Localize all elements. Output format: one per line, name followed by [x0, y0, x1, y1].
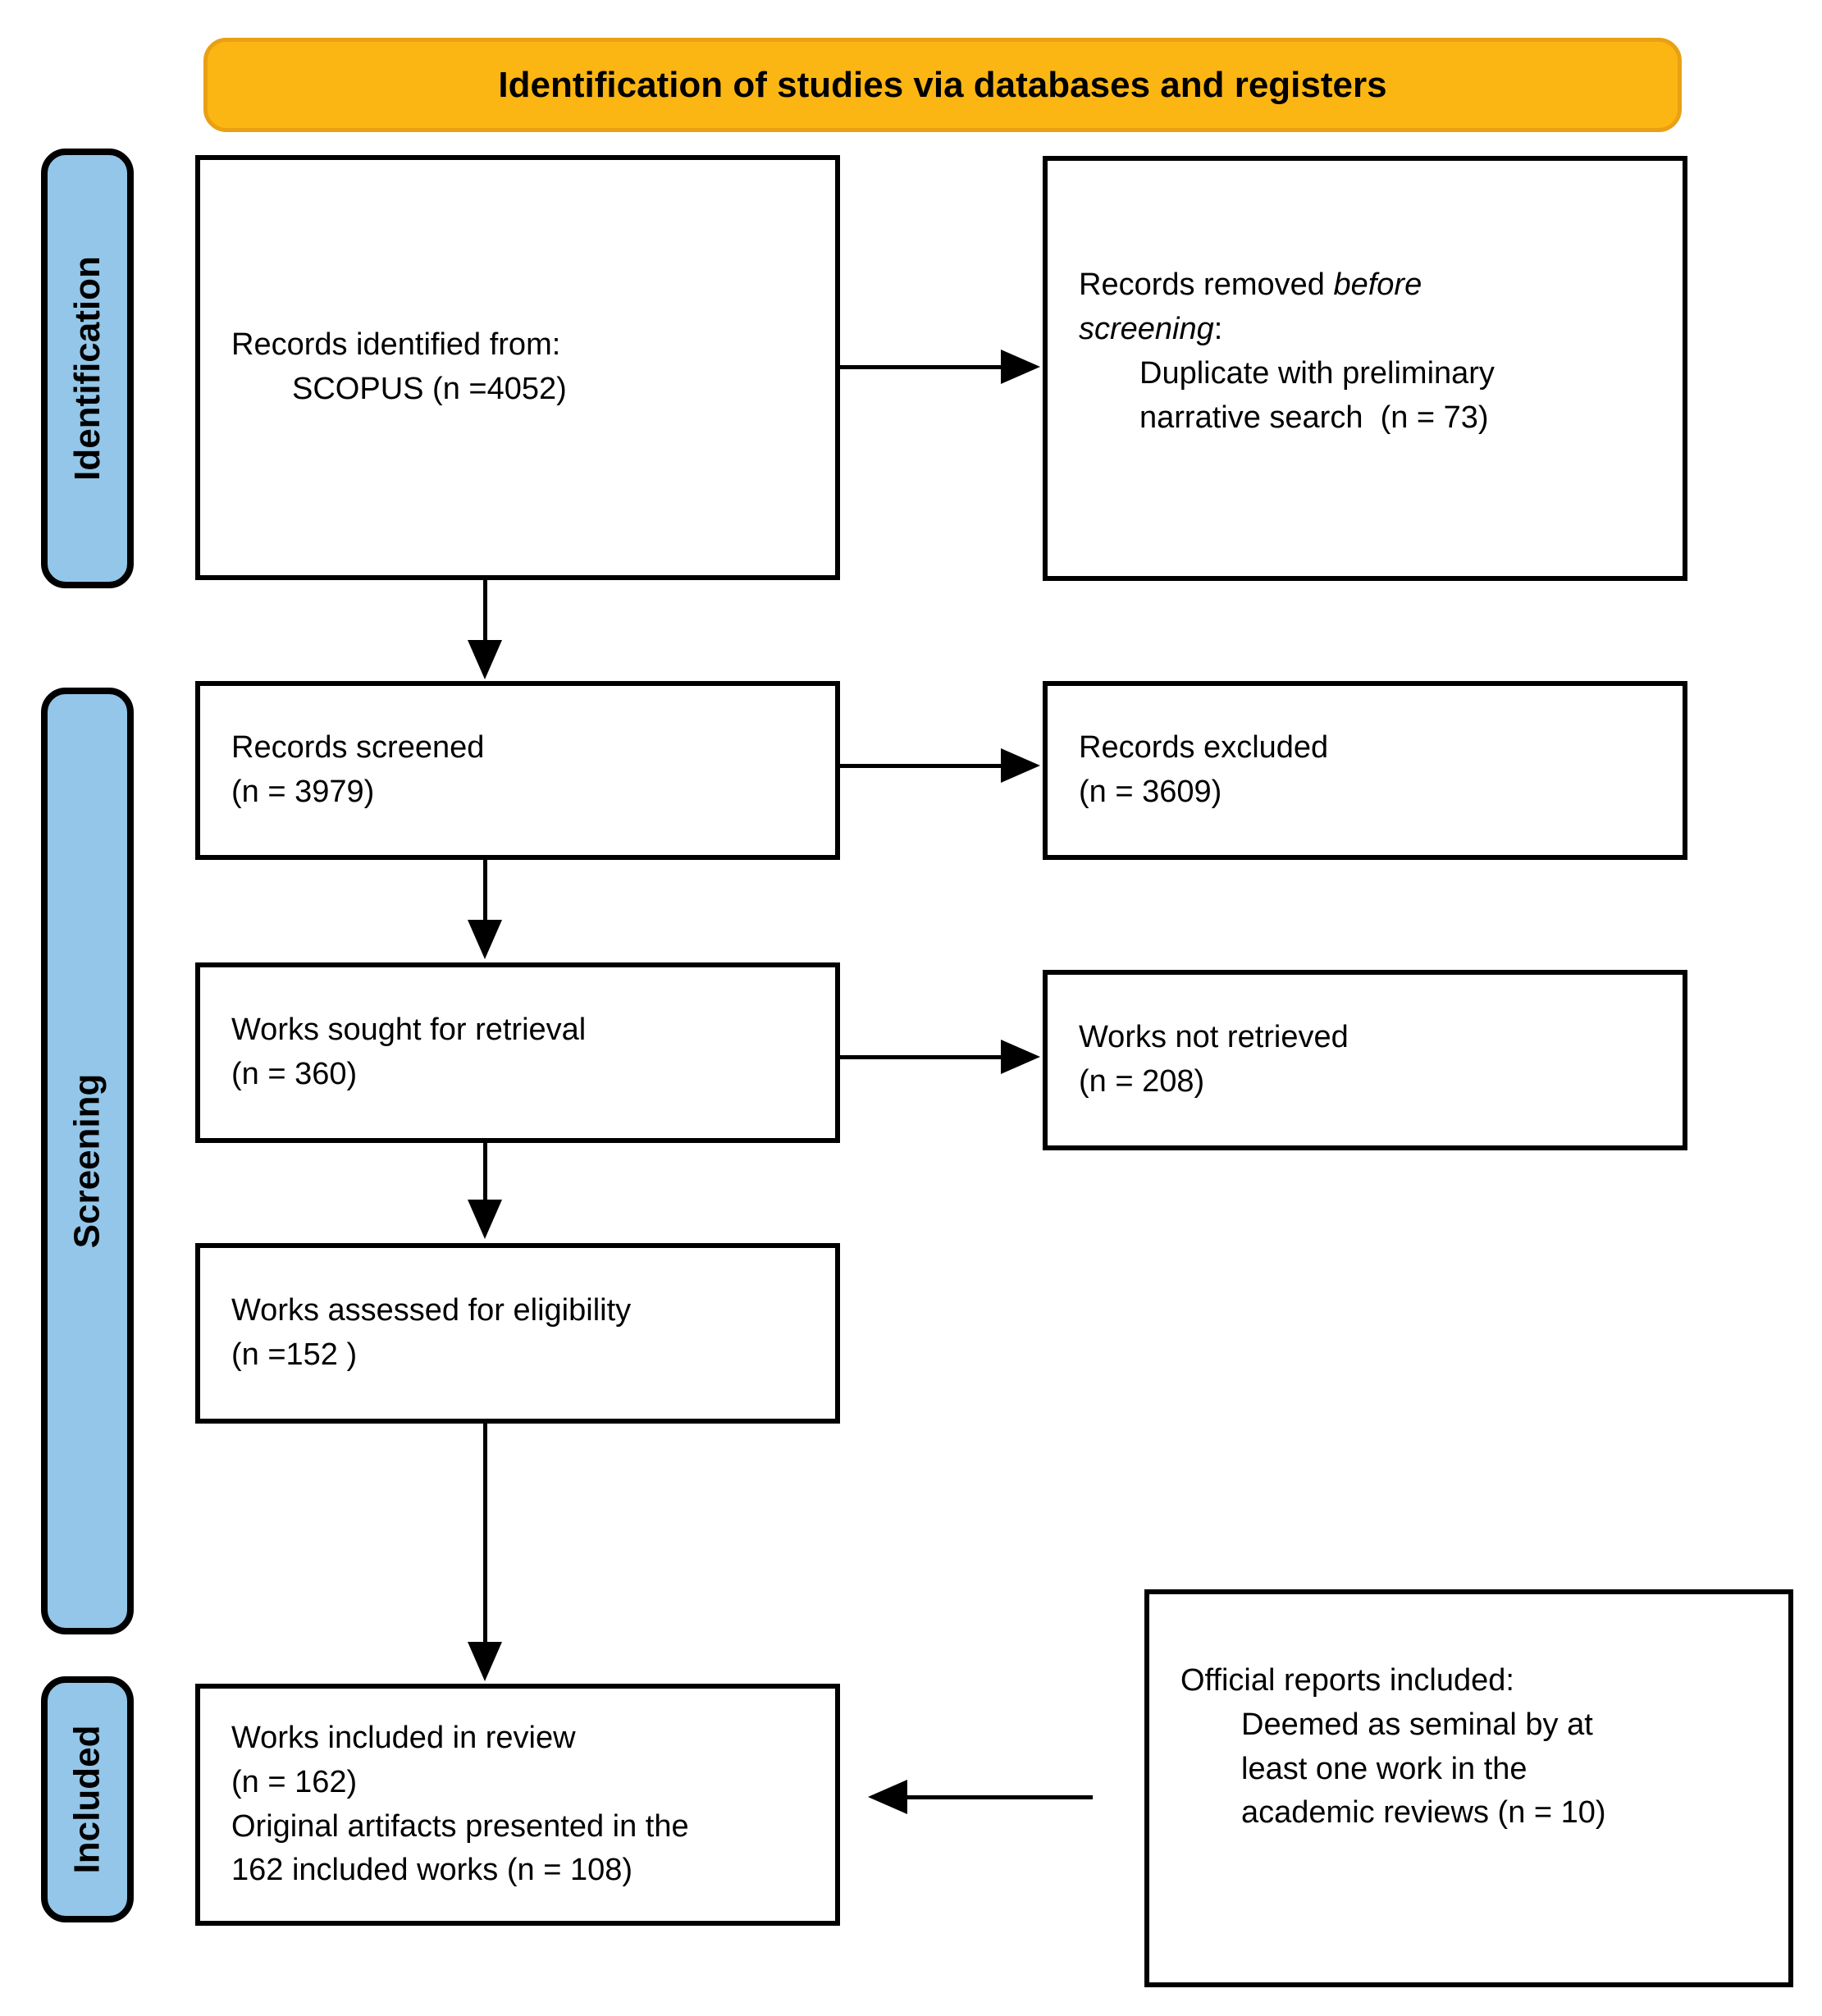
- connector-identified-to-screened: [483, 580, 487, 643]
- arrowhead-down-icon: [468, 1200, 502, 1239]
- text-line: (n =152 ): [231, 1337, 358, 1372]
- box-records-identified: [195, 155, 840, 580]
- connector-screened-to-excluded: [840, 764, 1004, 768]
- text-line: Works not retrieved: [1079, 1020, 1349, 1055]
- text-line: least one work in the: [1241, 1751, 1527, 1786]
- box-works-assessed-text: [200, 1289, 835, 1378]
- box-official-reports-text: [1149, 1659, 1788, 1918]
- text-line: (n = 162): [231, 1764, 358, 1799]
- arrowhead-right-icon: [1001, 1040, 1040, 1074]
- box-records-removed: [1043, 156, 1687, 581]
- text-line: (n = 208): [1079, 1064, 1205, 1099]
- text-line: Records identified from:: [231, 327, 561, 363]
- box-records-removed-text: [1048, 263, 1683, 473]
- connector-assessed-to-included: [483, 1424, 487, 1645]
- box-works-included: [195, 1684, 840, 1926]
- text-line: narrative search (n = 73): [1139, 400, 1489, 435]
- text-line: Deemed as seminal by at: [1241, 1707, 1593, 1742]
- text-line: [1079, 263, 1660, 308]
- text-line: Official reports included:: [1180, 1662, 1514, 1698]
- box-records-screened: [195, 681, 840, 860]
- text-line: 162 included works (n = 108): [231, 1853, 633, 1888]
- text-line: SCOPUS (n =4052): [292, 372, 567, 406]
- box-records-screened-text: [200, 726, 835, 815]
- text-line: academic reviews (n = 10): [1241, 1795, 1606, 1831]
- arrowhead-down-icon: [468, 1642, 502, 1681]
- box-records-excluded-text: [1048, 726, 1683, 815]
- box-records-excluded: [1043, 681, 1687, 860]
- box-works-not-retrieved-text: [1048, 1016, 1683, 1104]
- box-works-assessed: [195, 1243, 840, 1424]
- stage-label-screening: [41, 688, 134, 1634]
- text-segment-italic: before: [1333, 267, 1422, 303]
- stage-label-screening-text: Screening: [66, 1073, 107, 1249]
- box-records-identified-text: [200, 323, 835, 412]
- connector-sought-to-assessed: [483, 1143, 487, 1203]
- box-works-sought: [195, 962, 840, 1143]
- text-line: Works sought for retrieval: [231, 1013, 587, 1048]
- arrowhead-down-icon: [468, 920, 502, 959]
- text-segment: :: [1213, 312, 1223, 347]
- box-works-sought-text: [200, 1008, 835, 1097]
- connector-reports-to-included: [904, 1795, 1093, 1799]
- text-segment-italic: screening: [1079, 312, 1214, 347]
- banner-title: Identification of studies via databases and registers: [498, 64, 1387, 105]
- text-segment: Records removed: [1079, 267, 1334, 303]
- box-official-reports: [1144, 1589, 1793, 1987]
- banner: [203, 38, 1682, 132]
- stage-label-identification-text: Identification: [66, 256, 107, 481]
- text-line: Works assessed for eligibility: [231, 1293, 632, 1328]
- arrowhead-right-icon: [1001, 748, 1040, 783]
- arrowhead-left-icon: [868, 1780, 907, 1814]
- text-line: (n = 3609): [1079, 775, 1222, 809]
- text-line: (n = 3979): [231, 775, 375, 809]
- text-line: Records excluded: [1079, 730, 1329, 766]
- box-works-not-retrieved: [1043, 970, 1687, 1150]
- connector-screened-to-sought: [483, 860, 487, 923]
- stage-label-included-text: Included: [66, 1725, 107, 1874]
- stage-label-identification: [41, 149, 134, 588]
- arrowhead-down-icon: [468, 640, 502, 679]
- text-line: Works included in review: [231, 1720, 576, 1755]
- connector-sought-to-not-retrieved: [840, 1055, 1004, 1059]
- connector-identified-to-removed: [840, 365, 1004, 369]
- text-line: Duplicate with preliminary: [1139, 356, 1495, 391]
- text-line: Records screened: [231, 730, 485, 766]
- box-works-included-text: [200, 1717, 835, 1894]
- arrowhead-right-icon: [1001, 350, 1040, 384]
- text-line: [1079, 308, 1660, 352]
- stage-label-included: [41, 1676, 134, 1922]
- text-line: (n = 360): [231, 1057, 358, 1091]
- text-line: Original artifacts presented in the: [231, 1808, 689, 1844]
